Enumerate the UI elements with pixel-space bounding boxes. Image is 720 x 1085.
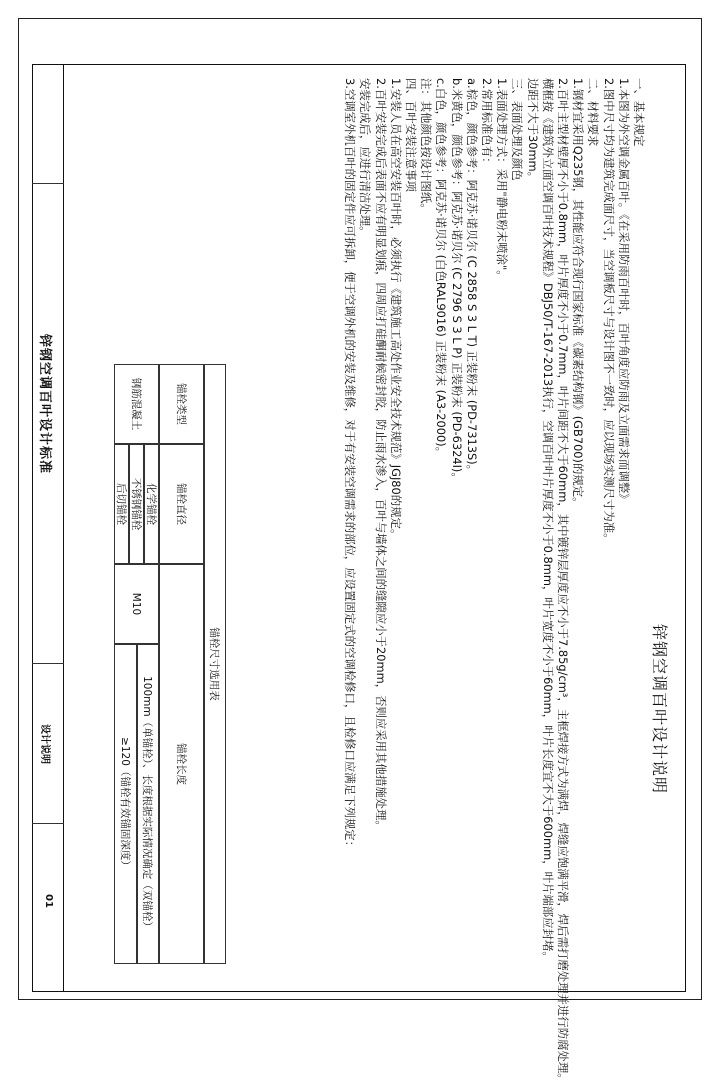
note-line: 1.安装人员在高空安装百叶时，必须执行《建筑施工高处作业安全技术规范》JGJ80的规定。	[388, 78, 403, 541]
col-anchor-type: 锚栓类型	[159, 364, 204, 444]
title-cell-blank	[32, 64, 64, 184]
embed-value-2: ≥120（锚栓有效锚固深度）	[114, 644, 137, 964]
embed-value-1: 100mm（单锚栓）、长度根据实际情况确定（双锚栓）	[137, 644, 159, 964]
type-sub: 不锈钢锚栓	[129, 444, 144, 564]
title-cell-main	[32, 184, 64, 664]
note-line: 2.图中尺寸均为建筑完成面尺寸，当空调板尺寸与设计图不一致时，应以现场实测尺寸为准。	[601, 78, 616, 545]
note-line: 1.表面处理方式：采用"静电粉末喷涂"。	[495, 78, 510, 282]
footer-title: 锌钢空调百叶设计标准	[37, 334, 52, 475]
note-line: 3.空调室外机百叶的固定件应可拆卸，便于空调外机的安装及维修，对于有安装空调需求的部位，应设置固定式的空调检修口，且检修口应满足下列规定：	[343, 78, 358, 853]
drawing-label: 设计说明	[39, 724, 50, 764]
note-line: c.白色，颜色参考：阿克苏·诺贝尔 (白色RAL9016) 正装粉末 (A3-2000)。	[434, 78, 449, 459]
col-embed: 锚栓长度	[159, 564, 204, 964]
binding-strip	[32, 30, 686, 65]
design-notes	[342, 78, 646, 1085]
col-anchor-dia: 锚栓直径	[159, 444, 204, 564]
note-line: 横框按《建筑外立面空调百叶技术规程》DBJ50/T-167-2013执行，空调百叶叶片厚度不小于0.8mm，叶片宽度不小于60mm，叶片长度宜不大于600mm，叶片端部应封堵。	[540, 78, 555, 963]
note-line: a.棕色，颜色参考：阿克苏·诺贝尔 (C 2858 S 3 L T) 正装粉末 (PD-7313S)。	[464, 78, 479, 477]
title-cell-number	[32, 824, 64, 992]
title-block	[32, 64, 64, 992]
note-line: 1.本图为外空调金属百叶。《在采用防雨百叶时，百叶角度应防雨及立面需求而调整》	[616, 78, 631, 505]
note-line: 二、材料要求	[586, 78, 601, 147]
anchor-table	[114, 364, 226, 964]
document-heading: 锌钢空调百叶设计说明	[650, 624, 669, 795]
note-line: b.米黄色，颜色参考：阿克苏·诺贝尔 (C 2796 S 3 L P) 正装粉末 (PD-6324I)。	[449, 78, 464, 484]
note-line: 2.百叶主型材壁厚不小于0.8mm，叶片厚度不小于0.7mm，叶片间距不大于60mm，其中镀锌层厚度应不小于7.85g/cm³，主框焊接方式为满焊，焊缝应饱满平滑，焊后需打磨处理并进行防腐处理。	[555, 78, 570, 1085]
note-line: 一、基本规定	[632, 78, 646, 147]
note-line: 四、百叶安装注意事项	[403, 78, 418, 192]
note-line: 2.百叶安装完成后表面不应有明显划痕，四周应打硅酮耐候密封胶，防止雨水渗入，百叶与墙体之间的缝隙应小于20mm，否则应采用其他措施处理。	[373, 78, 388, 832]
sheet-content	[64, 64, 686, 1085]
note-line: 边距不大于30mm。	[525, 78, 540, 184]
note-line: 2.常用标准色有：	[479, 78, 494, 169]
title-cell-label	[32, 664, 64, 824]
note-line: 安装完成后，应进行清洁处理。	[358, 78, 373, 238]
type-value: 化学锚栓	[144, 444, 159, 564]
note-line: 1.钢材宜采用Q235钢，其性能应符合现行国家标准《碳素结构钢》(GB700)的规定。	[571, 78, 586, 509]
row-label: 钢筋混凝土	[114, 364, 159, 444]
sheet-number: 01	[43, 894, 54, 908]
note-line: 注：其他颜色按设计图纸。	[419, 78, 434, 215]
dia-value: M10	[114, 564, 159, 644]
table-header: 锚栓尺寸选用表	[204, 364, 226, 964]
type-sub2: 后切锚栓	[114, 444, 129, 564]
note-line: 三、表面处理及颜色	[510, 78, 525, 181]
